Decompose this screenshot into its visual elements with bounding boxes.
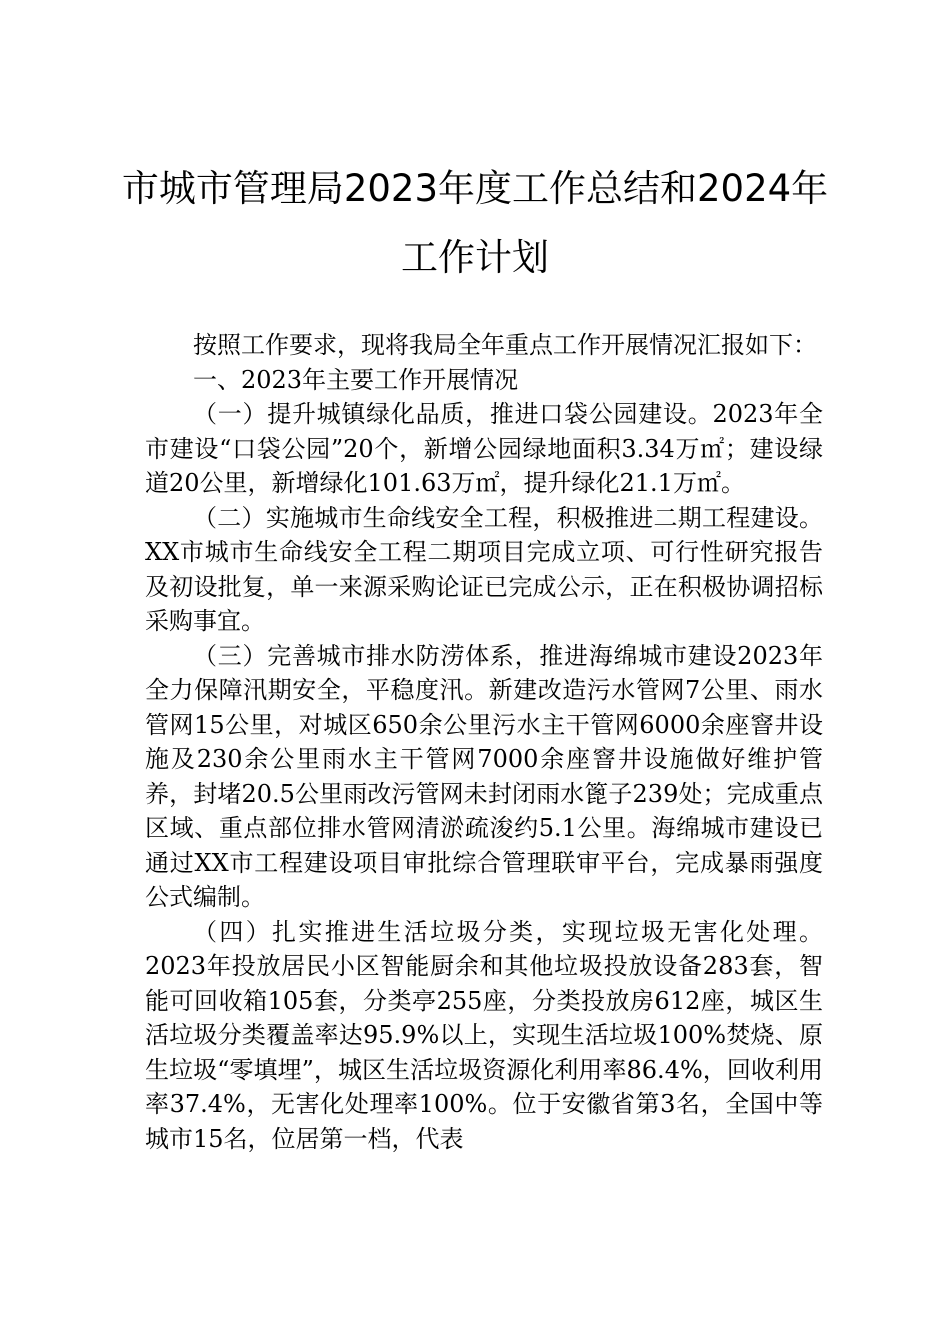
document-title-line-1: 市城市管理局2023年度工作总结和2024年 <box>121 167 829 210</box>
document-title-line-2: 工作计划 <box>401 236 549 279</box>
document-body <box>145 328 823 1156</box>
intro-paragraph: 按照工作要求，现将我局全年重点工作开展情况汇报如下： <box>193 331 817 359</box>
paragraph-garbage: （四）扎实推进生活垃圾分类，实现垃圾无害化处理。2023年投放居民小区智能厨余和其他垃圾投放设备283套，智能可回收箱105套，分类亭255座，分类投放房612座，城区生活垃圾分类覆盖率达95.9%以上，实现生活垃圾100%焚烧、原生垃圾“零填埋”，城区生活垃圾资源化利用率86.4%，回收利用率37.4%，无害化处理率100%。位于安徽省第3名，全国中等城市15名，位居第一档，代表 <box>145 917 823 1153</box>
paragraph-lifeline: （二）实施城市生命线安全工程，积极推进二期工程建设。XX市城市生命线安全工程二期项目完成立项、可行性研究报告及初设批复，单一来源采购论证已完成公示，正在积极协调招标采购事宜。 <box>145 503 823 635</box>
paragraph-greening: （一）提升城镇绿化品质，推进口袋公园建设。2023年全市建设“口袋公园”20个，新增公园绿地面积3.34万㎡；建设绿道20公里，新增绿化101.63万㎡，提升绿化21.1万㎡。 <box>145 400 823 497</box>
section-heading-1: 一、2023年主要工作开展情况 <box>193 365 519 394</box>
paragraph-drainage: （三）完善城市排水防涝体系，推进海绵城市建设2023年全力保障汛期安全，平稳度汛。新建改造污水管网7公里、雨水管网15公里，对城区650余公里污水主干管网6000余座窨井设施及230余公里雨水主干管网7000余座窨井设施做好维护管养，封堵20.5公里雨改污管网未封闭雨水篦子239处；完成重点区域、重点部位排水管网清淤疏浚约5.1公里。海绵城市建设已通过XX市工程建设项目审批综合管理联审平台，完成暴雨强度公式编制。 <box>145 641 823 911</box>
